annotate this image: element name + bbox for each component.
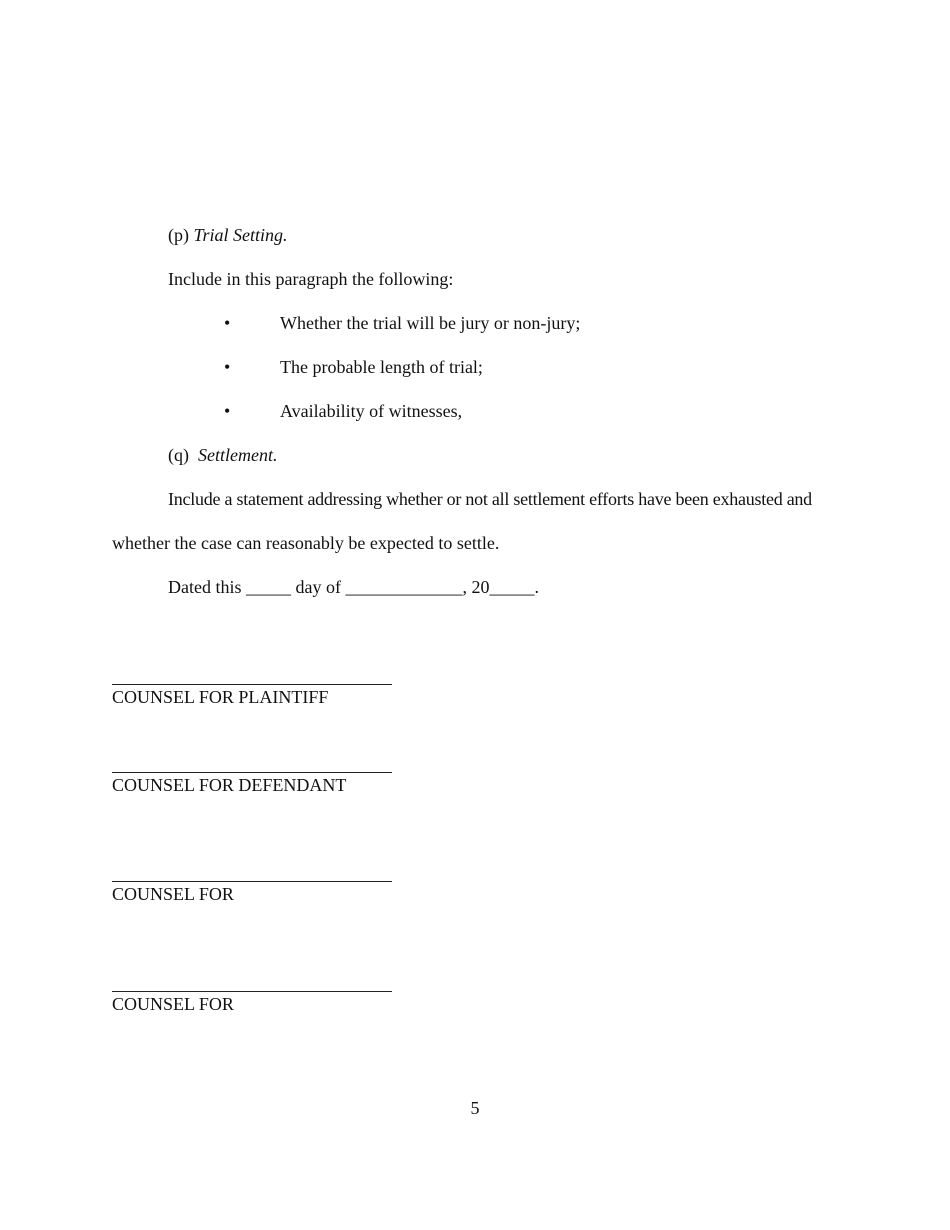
section-q-label: (q) xyxy=(168,445,189,465)
signature-line-counsel-3 xyxy=(112,881,392,882)
bullet-item-length: The probable length of trial; xyxy=(280,357,483,377)
bullet-glyph: • xyxy=(224,313,231,333)
signature-label-counsel-3: COUNSEL FOR xyxy=(112,884,234,904)
signature-label-plaintiff: COUNSEL FOR PLAINTIFF xyxy=(112,687,329,707)
bullet-glyph: • xyxy=(224,357,231,377)
section-q-text-line1: Include a statement addressing whether or not all settlement efforts have been exhausted and xyxy=(168,489,812,509)
section-q-text-line2: whether the case can reasonably be expected to settle. xyxy=(112,533,500,553)
section-q-title: Settlement. xyxy=(198,445,278,465)
page-number: 5 xyxy=(470,1098,480,1118)
section-p-heading xyxy=(168,224,288,246)
section-p-intro: Include in this paragraph the following: xyxy=(168,269,454,289)
bullet-item-jury: Whether the trial will be jury or non-jury; xyxy=(280,313,581,333)
signature-label-defendant: COUNSEL FOR DEFENDANT xyxy=(112,775,347,795)
signature-line-counsel-4 xyxy=(112,991,392,992)
section-p-title: Trial Setting. xyxy=(193,225,288,245)
bullet-glyph: • xyxy=(224,401,231,421)
section-p-label: (p) xyxy=(168,225,189,245)
signature-line-plaintiff xyxy=(112,684,392,685)
section-q-heading xyxy=(168,444,277,466)
signature-label-counsel-4: COUNSEL FOR xyxy=(112,994,234,1014)
signature-line-defendant xyxy=(112,772,392,773)
dated-line: Dated this _____ day of _____________, 20_____. xyxy=(168,577,539,597)
bullet-item-witnesses: Availability of witnesses, xyxy=(280,401,463,421)
